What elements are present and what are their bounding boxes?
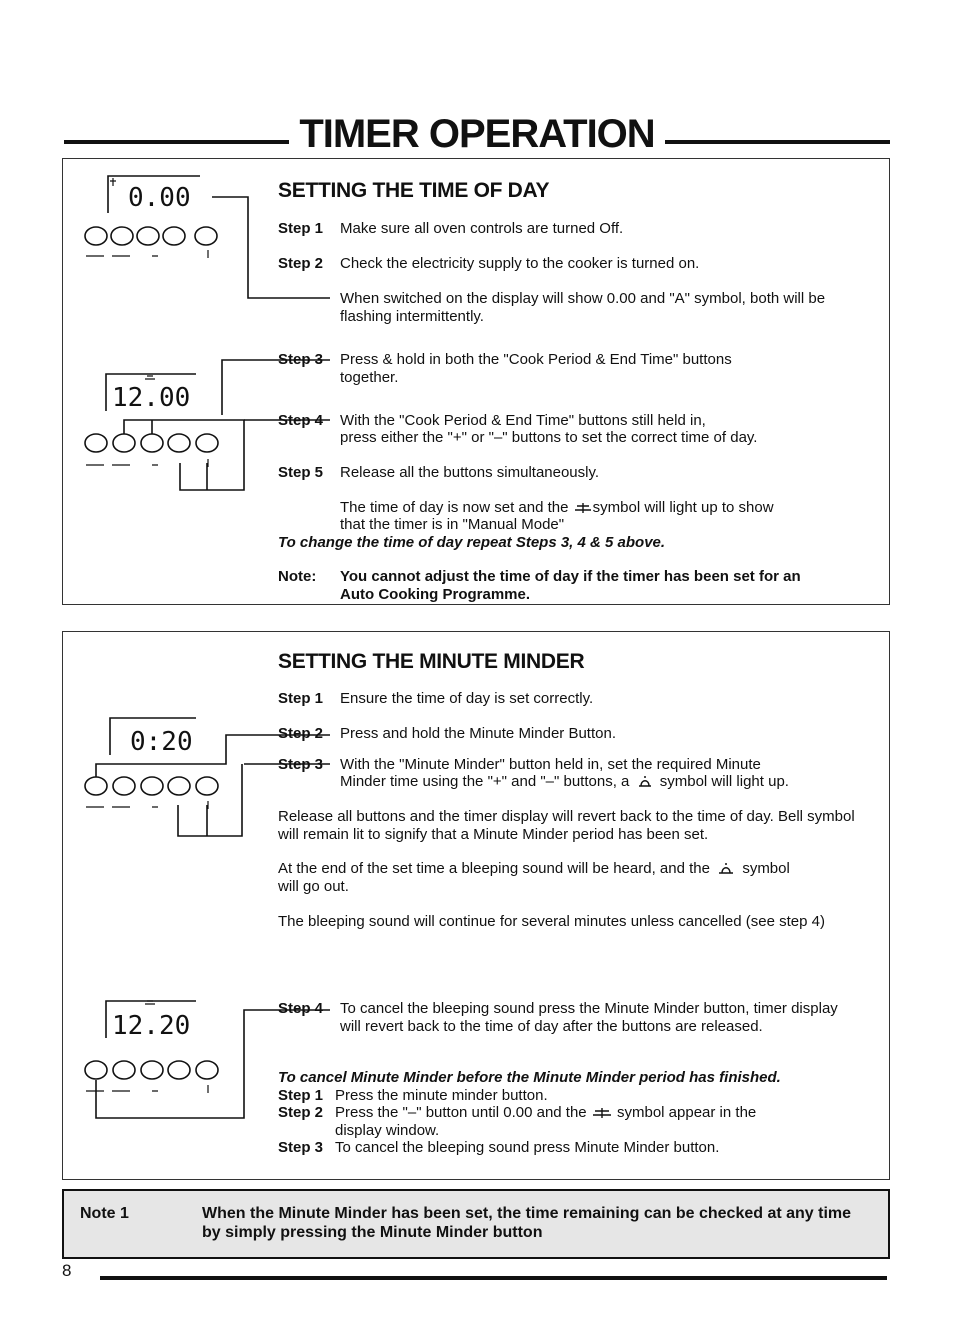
note-text: You cannot adjust the time of day if the timer has been set for an Auto Cooking Programme. <box>340 568 801 603</box>
manual-mode-icon <box>591 1107 613 1119</box>
bell-icon <box>714 862 738 876</box>
bleep-text: The bleeping sound will continue for several minutes unless cancelled (see step 4) <box>278 913 825 930</box>
button-row <box>85 434 218 452</box>
page-number: 8 <box>62 1261 72 1280</box>
step-text: Release all the buttons simultaneously. <box>340 464 600 481</box>
step-text: Press the "–" button until 0.00 and the symbol appear in the <box>335 1104 757 1121</box>
connector-line <box>212 197 330 298</box>
step-text: press either the "+" or "–" buttons to set the correct time of day. <box>340 429 758 446</box>
section-heading: SETTING THE TIME OF DAY <box>278 179 550 202</box>
step-text: Ensure the time of day is set correctly. <box>340 690 594 707</box>
manual-mode-icon <box>145 376 155 379</box>
step-label: Step 3 <box>278 756 324 773</box>
step-text: To cancel the bleeping sound press Minute Minder button. <box>335 1139 720 1156</box>
display-readout: 0.00 <box>128 183 191 213</box>
manual-mode-icon <box>573 502 593 514</box>
manual-mode-text: The time of day is now set and the symbol will light up to show <box>340 499 774 516</box>
step-label: Step 5 <box>278 464 324 481</box>
step-label: Step 1 <box>278 220 324 237</box>
step-text: Check the electricity supply to the cooker is turned on. <box>340 255 700 272</box>
connector-line <box>124 420 244 490</box>
step-label: Step 2 <box>278 255 324 272</box>
step-text: Minder time using the "+" and "–" buttons, a symbol will light up. <box>340 773 789 790</box>
step-text: Press the minute minder button. <box>335 1087 548 1104</box>
release-text: Release all buttons and the timer display will revert back to the time of day. Bell symbol will remain lit to signify that a Minute Minder period has been set. <box>278 808 855 843</box>
note1-text: When the Minute Minder has been set, the time remaining can be checked at any time by simply pressing the Minute Minder button <box>202 1205 852 1241</box>
footer-rule <box>100 1276 887 1280</box>
step-label: Step 1 <box>278 690 324 707</box>
end-text: will go out. <box>278 878 349 895</box>
page-title: TIMER OPERATION <box>0 110 954 158</box>
note1-label: Note 1 <box>80 1205 129 1222</box>
display-readout: 0:20 <box>130 727 193 757</box>
section-heading: SETTING THE MINUTE MINDER <box>278 650 585 673</box>
step-text: With the "Cook Period & End Time" buttons still held in, <box>340 412 706 429</box>
step-label: Step 3 <box>278 1139 324 1156</box>
step-text: With the "Minute Minder" button held in, set the required Minute <box>340 756 761 773</box>
step-label: Step 4 <box>278 1000 324 1017</box>
display-readout: 12.20 <box>112 1011 191 1041</box>
auto-symbol <box>110 178 116 186</box>
cancel-heading: To cancel Minute Minder before the Minute Minder period has finished. <box>278 1069 781 1086</box>
step-label: Step 1 <box>278 1087 324 1104</box>
step-text: Make sure all oven controls are turned Off. <box>340 220 624 237</box>
step-detail: When switched on the display will show 0.00 and "A" symbol, both will be flashing intermittently. <box>340 290 826 325</box>
display-readout: 12.00 <box>112 383 191 413</box>
step-text: To cancel the bleeping sound press the Minute Minder button, timer display will revert back to the time of day after the buttons are released. <box>340 1000 838 1035</box>
step-text: Press and hold the Minute Minder Button. <box>340 725 616 742</box>
end-text: At the end of the set time a bleeping sound will be heard, and the symbol <box>278 860 790 877</box>
step-text: display window. <box>335 1122 440 1139</box>
manual-mode-text: that the timer is in "Manual Mode" <box>340 516 565 533</box>
bell-icon <box>634 775 656 789</box>
step-label: Step 3 <box>278 351 324 368</box>
step-text: Press & hold in both the "Cook Period & End Time" buttons together. <box>340 351 732 386</box>
step-label: Step 2 <box>278 1104 324 1121</box>
note-label: Note: <box>278 568 317 585</box>
step-label: Step 2 <box>278 725 324 742</box>
button-row <box>85 227 217 245</box>
repeat-instruction: To change the time of day repeat Steps 3, 4 & 5 above. <box>278 534 666 551</box>
step-label: Step 4 <box>278 412 324 429</box>
